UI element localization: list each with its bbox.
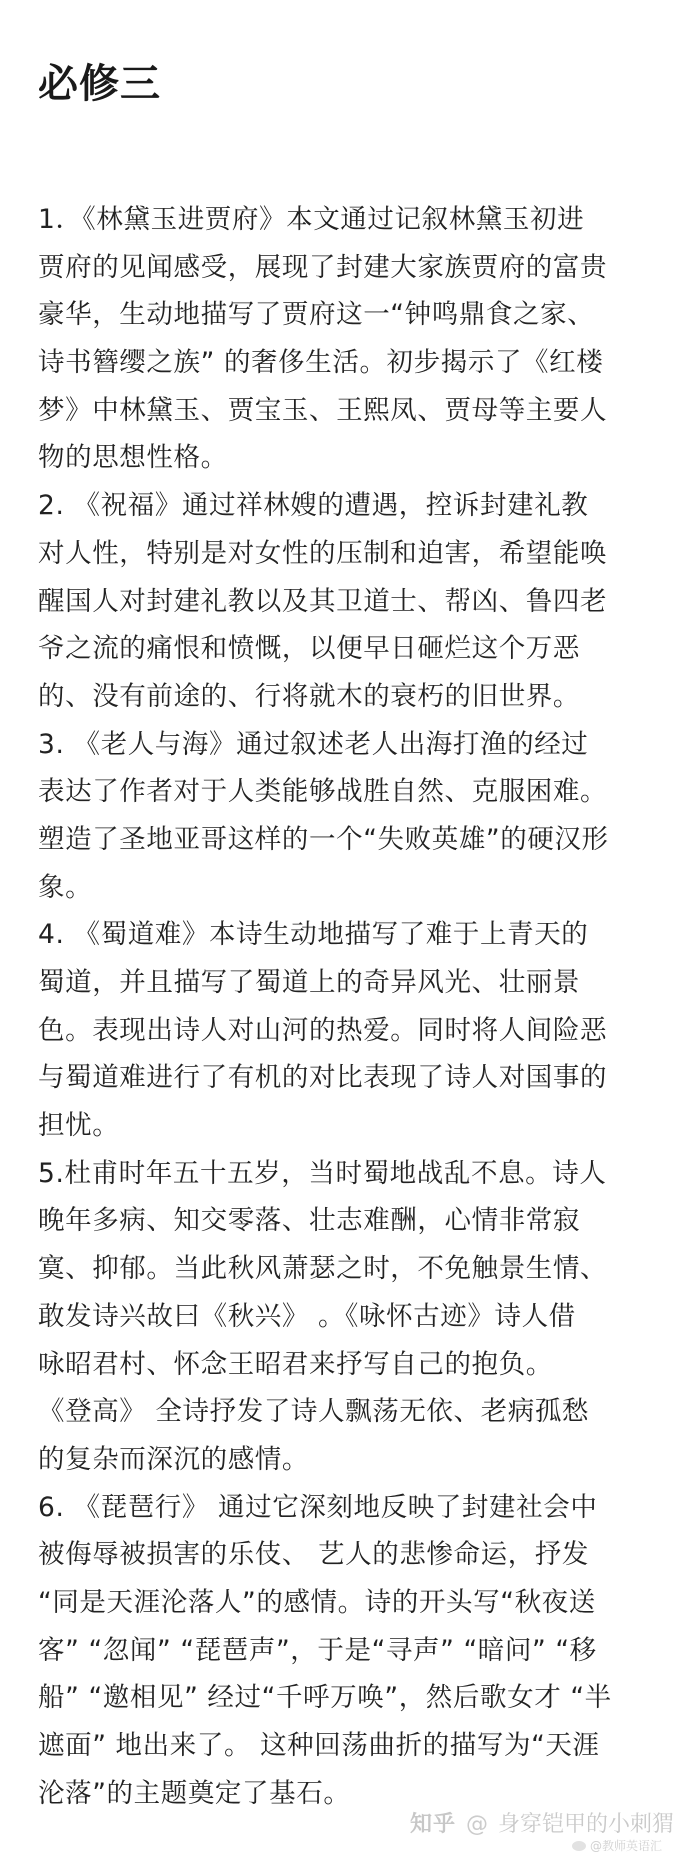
page-title: 必修三 bbox=[38, 61, 161, 107]
text-line: 被侮辱被损害的乐伎、 艺人的悲惨命运，抒发 bbox=[38, 1539, 590, 1571]
text-line: 梦》中林黛玉、贾宝玉、王熙凤、贾母等主要人 bbox=[38, 394, 608, 426]
text-line: 物的思想性格。 bbox=[38, 442, 228, 474]
text-line: 遮面” 地出来了。 这种回荡曲折的描写为“天涯 bbox=[38, 1730, 600, 1761]
weibo-watermark bbox=[572, 1837, 662, 1854]
text-line: 《登高》 全诗抒发了诗人飘荡无依、老病孤愁 bbox=[38, 1396, 590, 1428]
text-line: 6. 《琵琶行》 通过它深刻地反映了封建社会中 bbox=[38, 1491, 598, 1523]
text-line: 醒国人对封建礼教以及其卫道士、帮凶、鲁四老 bbox=[38, 585, 608, 617]
text-line: 晚年多病、知交零落、壮志难酬，心情非常寂 bbox=[38, 1205, 580, 1237]
text-line: 与蜀道难进行了有机的对比表现了诗人对国事的 bbox=[38, 1062, 608, 1094]
text-line: 诗书簪缨之族” 的奢侈生活。初步揭示了《红楼 bbox=[38, 347, 604, 379]
text-line: 色。表现出诗人对山河的热爱。同时将人间险恶 bbox=[38, 1014, 608, 1046]
watermark-separator: @ bbox=[465, 1812, 488, 1837]
watermark-brand: 知乎 bbox=[409, 1812, 456, 1837]
zhihu-watermark bbox=[410, 1814, 674, 1836]
text-line: 沦落”的主题奠定了基石。 bbox=[38, 1777, 351, 1809]
text-line: 客” “忽闻” “琵琶声”，于是“寻声” “暗问” “移 bbox=[38, 1634, 597, 1666]
text-line: “同是天涯沦落人”的感情。诗的开头写“秋夜送 bbox=[38, 1586, 596, 1618]
text-line: 对人性，特别是对女性的压制和迫害，希望能唤 bbox=[38, 537, 608, 569]
text-line: 的、没有前途的、行将就木的衰朽的旧世界。 bbox=[38, 680, 580, 712]
text-line: 担忧。 bbox=[38, 1110, 120, 1142]
text-line: 象。 bbox=[38, 871, 93, 903]
weibo-icon bbox=[572, 1841, 586, 1851]
text-line: 敢发诗兴故曰《秋兴》 。《咏怀古迹》诗人借 bbox=[38, 1300, 576, 1332]
text-line: 2. 《祝福》通过祥林嫂的遭遇，控诉封建礼教 bbox=[38, 490, 589, 522]
text-line: 1．《林黛玉进贾府》本文通过记叙林黛玉初进 bbox=[38, 204, 585, 235]
text-line: 豪华，生动地描写了贾府这一“钟鸣鼎食之家、 bbox=[38, 299, 595, 331]
text-line: 表达了作者对于人类能够战胜自然、克服困难。 bbox=[38, 776, 608, 808]
text-line: 蜀道，并且描写了蜀道上的奇异风光、壮丽景 bbox=[38, 967, 580, 998]
text-line: 5.杜甫时年五十五岁，当时蜀地战乱不息。诗人 bbox=[38, 1157, 607, 1189]
text-line: 3. 《老人与海》通过叙述老人出海打渔的经过 bbox=[38, 728, 589, 760]
document-body bbox=[38, 196, 656, 1817]
text-line: 4. 《蜀道难》本诗生动地描写了难于上青天的 bbox=[38, 919, 589, 951]
weibo-handle: @教师英语汇 bbox=[589, 1839, 662, 1853]
text-line: 塑造了圣地亚哥这样的一个“失败英雄”的硬汉形 bbox=[38, 823, 609, 855]
text-line: 贾府的见闻感受，展现了封建大家族贾府的富贵 bbox=[38, 251, 608, 283]
text-line: 的复杂而深沉的感情。 bbox=[38, 1443, 309, 1475]
text-line: 咏昭君村、怀念王昭君来抒写自己的抱负。 bbox=[38, 1348, 553, 1380]
watermark-author: 身穿铠甲的小刺猬 bbox=[497, 1812, 674, 1837]
text-line: 寞、抑郁。当此秋风萧瑟之时，不免触景生情、 bbox=[38, 1253, 608, 1285]
text-line: 爷之流的痛恨和愤慨，以便早日砸烂这个万恶 bbox=[38, 633, 580, 665]
text-line: 船” “邀相见” 经过“千呼万唤”，然后歌女才 “半 bbox=[38, 1682, 612, 1714]
